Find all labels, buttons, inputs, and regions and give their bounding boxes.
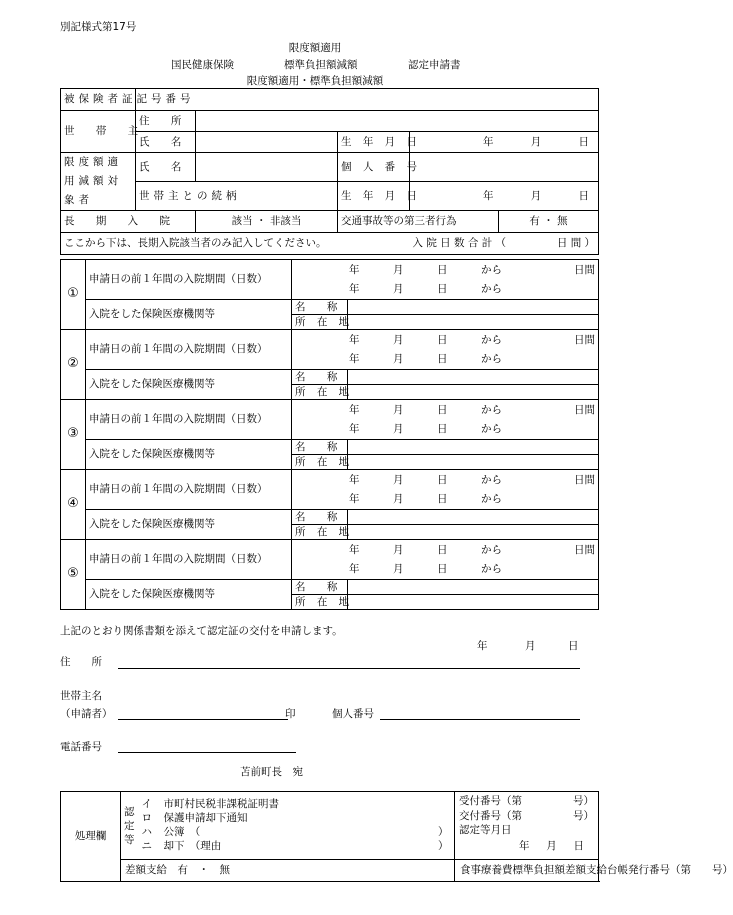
cert-items (138, 792, 455, 860)
period-label: 申請日の前１年間の入院期間（日数） (86, 330, 292, 370)
facility-location-field[interactable] (348, 385, 599, 400)
facility-name-label: 名 称 (292, 580, 348, 595)
dob-label: 生 年 月 日 (338, 132, 410, 153)
title-standard-burden: 標準負担額減額 (284, 59, 358, 71)
applicant-personal-number-label: 個人番号 (332, 708, 374, 720)
facility-label: 入院をした保険医療機関等 (86, 580, 292, 610)
subject-label: 限度額適用減額対象者 (61, 153, 136, 211)
addressee: 苫前町長 宛 (240, 766, 303, 778)
facility-name-label: 名 称 (292, 510, 348, 525)
cert-date-label: 認定等月日 (459, 824, 512, 836)
name-label: 氏 名 (136, 132, 196, 153)
date-month: 月 (525, 640, 536, 652)
facility-name-field[interactable] (348, 300, 599, 315)
subject-name-field[interactable] (196, 153, 338, 182)
relation-label: 世帯主との続柄 (136, 182, 338, 211)
applicant-name-line[interactable] (118, 719, 288, 720)
subject-name-label: 氏 名 (136, 153, 196, 182)
section-number: ③ (61, 400, 86, 470)
facility-location-label: 所 在 地 (292, 525, 348, 540)
period-from-1[interactable]: 年 月 日 から 日間 (292, 540, 599, 560)
facility-name-label: 名 称 (292, 370, 348, 385)
subject-dob-field[interactable]: 年 月 日 (410, 182, 599, 211)
delivery-number[interactable]: 交付番号（第 号） (459, 810, 594, 823)
title-line-3: 限度額適用・標準負担額減額 (246, 75, 384, 87)
period-section-4 (60, 469, 599, 540)
facility-name-field[interactable] (348, 370, 599, 385)
householder-address-field[interactable] (196, 111, 599, 132)
period-from-1[interactable]: 年 月 日 から 日間 (292, 470, 599, 490)
third-party-label: 交通事故等の第三者行為 (338, 211, 499, 233)
cert-label: 認定等 (121, 792, 138, 860)
facility-location-field[interactable] (348, 455, 599, 470)
facility-location-label: 所 在 地 (292, 385, 348, 400)
cert-item[interactable]: ニ 却下 （理由 ） (141, 840, 449, 853)
subject-dob-label: 生 年 月 日 (338, 182, 410, 211)
date-day: 日 (568, 640, 579, 652)
applicant-paren-label: （申請者） (60, 708, 113, 720)
section-number: ④ (61, 470, 86, 540)
facility-label: 入院をした保険医療機関等 (86, 510, 292, 540)
period-label: 申請日の前１年間の入院期間（日数） (86, 260, 292, 300)
period-label: 申請日の前１年間の入院期間（日数） (86, 400, 292, 440)
period-from-2[interactable]: 年 月 日 から (292, 490, 599, 510)
applicant-address-label: 住 所 (60, 656, 102, 668)
period-label: 申請日の前１年間の入院期間（日数） (86, 470, 292, 510)
facility-name-label: 名 称 (292, 300, 348, 315)
period-from-2[interactable]: 年 月 日 から (292, 420, 599, 440)
insured-number-label: 被保険者証記号番号 (61, 89, 136, 111)
address-label: 住 所 (136, 111, 196, 132)
total-days-field[interactable]: 入 院 日 数 合 計 （ 日 間 ） (410, 233, 599, 255)
applicant-householder-label: 世帯主名 (60, 690, 102, 702)
personal-number-label: 個 人 番 号 (338, 153, 410, 182)
insured-number-field[interactable] (136, 89, 599, 111)
facility-location-field[interactable] (348, 595, 599, 610)
householder-dob-field[interactable]: 年 月 日 (410, 132, 599, 153)
receipt-number[interactable]: 受付番号（第 号） (459, 795, 594, 808)
householder-label: 世 帯 主 (61, 111, 136, 153)
facility-location-label: 所 在 地 (292, 315, 348, 330)
long-stay-label: 長 期 入 院 (61, 211, 196, 233)
applicant-table (60, 88, 599, 255)
period-section-2 (60, 329, 599, 400)
long-stay-note: ここから下は、長期入院該当者のみ記入してください。 (61, 233, 410, 255)
facility-name-field[interactable] (348, 580, 599, 595)
period-section-3 (60, 399, 599, 470)
householder-name-field[interactable] (196, 132, 338, 153)
cert-item[interactable]: ハ 公簿 （ ） (141, 826, 449, 839)
declaration: 上記のとおり関係書類を添えて認定証の交付を申請します。 (60, 625, 343, 637)
period-from-1[interactable]: 年 月 日 から 日間 (292, 260, 599, 280)
applicant-address-line[interactable] (118, 668, 580, 669)
section-number: ② (61, 330, 86, 400)
period-from-2[interactable]: 年 月 日 から (292, 280, 599, 300)
facility-name-label: 名 称 (292, 440, 348, 455)
personal-number-field[interactable] (410, 153, 599, 182)
facility-label: 入院をした保険医療機関等 (86, 440, 292, 470)
office-label: 処理欄 (61, 792, 121, 882)
form-number: 別記様式第17号 (60, 21, 137, 33)
long-stay-choice[interactable]: 該当 ・ 非該当 (196, 211, 338, 233)
period-from-2[interactable]: 年 月 日 から (292, 350, 599, 370)
diff-payment[interactable]: 差額支給 有 ・ 無 (121, 860, 455, 882)
office-numbers (455, 792, 599, 860)
cert-item[interactable]: ロ 保護申請却下通知 (141, 812, 248, 825)
facility-location-label: 所 在 地 (292, 595, 348, 610)
phone-label: 電話番号 (60, 741, 102, 753)
facility-label: 入院をした保険医療機関等 (86, 300, 292, 330)
title-nhi: 国民健康保険 (171, 59, 234, 71)
cert-item[interactable]: イ 市町村民税非課税証明書 (141, 798, 279, 811)
period-from-1[interactable]: 年 月 日 から 日間 (292, 400, 599, 420)
seal-mark: 印 (285, 708, 296, 720)
office-table (60, 791, 733, 882)
facility-location-field[interactable] (348, 525, 599, 540)
facility-label: 入院をした保険医療機関等 (86, 370, 292, 400)
cert-date[interactable]: 年 月 日 (519, 840, 584, 853)
period-section-1 (60, 259, 599, 330)
facility-name-field[interactable] (348, 510, 599, 525)
hospital-period-sections (60, 259, 598, 610)
facility-location-label: 所 在 地 (292, 455, 348, 470)
facility-name-field[interactable] (348, 440, 599, 455)
meal-ledger-number[interactable]: 食事療養費標準負担額差額支給台帳発行番号（第 号） (455, 860, 599, 882)
phone-line[interactable] (118, 752, 296, 753)
date-year: 年 (477, 640, 488, 652)
section-number: ⑤ (61, 540, 86, 610)
title-application: 認定申請書 (408, 59, 461, 71)
period-from-2[interactable]: 年 月 日 から (292, 560, 599, 580)
period-from-1[interactable]: 年 月 日 から 日間 (292, 330, 599, 350)
applicant-personal-number-line[interactable] (380, 719, 580, 720)
period-section-5 (60, 539, 599, 610)
period-label: 申請日の前１年間の入院期間（日数） (86, 540, 292, 580)
title-line-1: 限度額適用 (288, 42, 342, 54)
third-party-choice[interactable]: 有 ・ 無 (499, 211, 599, 233)
section-number: ① (61, 260, 86, 330)
facility-location-field[interactable] (348, 315, 599, 330)
